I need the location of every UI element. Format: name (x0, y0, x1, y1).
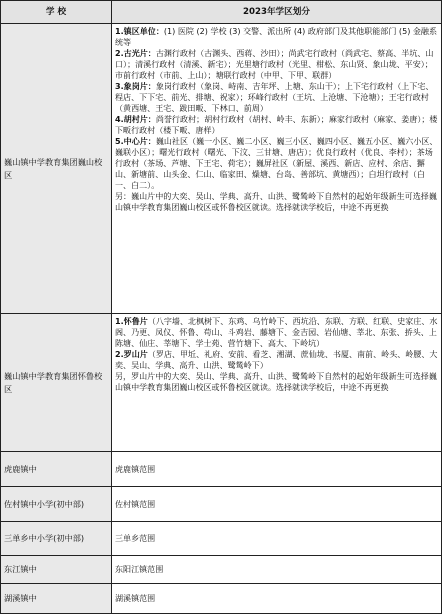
district-paragraph: 1.镇区单位：(1) 医院 (2) 学校 (3) 交警、派出所 (4) 政府部门及其他职能部门 (5) 金融系统等 (115, 27, 438, 47)
district-note: 另，罗山片中的大奕、吴山、学典、高升、山洪、鹭鸶岭下自然村的起始年级新生可选择巍山镇中学教育集团巍山校区或怀鲁校区就读。选择就读学校后，中途不再更换 (115, 372, 437, 392)
district-cell: 湖溪镇范围 (112, 584, 442, 614)
school-cell: 湖溪镇中 (1, 584, 112, 614)
table-row (1, 24, 442, 314)
school-cell: 虎鹿镇中 (1, 452, 112, 487)
school-cell: 东江镇中 (1, 556, 112, 584)
district-paragraph: 5.中心片：巍山社区（巍一小区、巍二小区、巍三小区、巍四小区、巍五小区、巍六小区、巍联小区）；曙光行政村（曙光、下汶、三甘塘、唐店）；优良行政村（优良、李村）；茶场行政村（茶场、芦塘、下王宅、荷宅）；巍屏社区（新屋、溪西、新店、应村、余店、獬山、新塘前、山头金、仁山、临家田、燥塘、台岛、善部坑、黄塘西）；白坦行政村（白一、白二）。 (115, 137, 438, 190)
table-row (1, 487, 442, 522)
table-row (1, 452, 442, 487)
table-row (1, 556, 442, 584)
header-school: 学 校 (1, 1, 112, 24)
district-cell: 东阳江镇范围 (112, 556, 442, 584)
school-cell: 三单乡中小学(初中部) (1, 522, 112, 556)
school-cell: 巍山镇中学教育集团怀鲁校区 (1, 314, 112, 452)
district-paragraph: 2.罗山片（罗店、甲坵、礼府、安前、看芝、湘湖、蔗仙垅、书厦、南前、岭头、岭腰、大奕、吴山、学典、高升、山洪、鹭鸶岭下） (115, 350, 438, 370)
table-header-row (1, 1, 442, 24)
district-paragraph: 2.古光片：古渊行政村（古渊头、西蒋、沙田）；尚武宅行政村（尚武宅、蔡高、半坑、山口）；清溪行政村（清溪、新宅）；光里塘行政村（光里、柑松、东山贤、象山垅、平安）；市前行政村（市前、上山）；塘联行政村（中甲、下甲、联群） (115, 49, 434, 80)
table-row (1, 522, 442, 556)
district-cell: 三单乡范围 (112, 522, 442, 556)
district-cell (112, 24, 442, 314)
school-cell: 巍山镇中学教育集团巍山校区 (1, 24, 112, 314)
header-district: 2023年学区划分 (112, 1, 442, 24)
district-paragraph: 1.怀鲁片（八字墙、北枫树下、东鸡、乌竹岭下、西坑沿、东联、方联、红联、史家庄、水阁、乃更、凤仪、怀鲁、苟山、斗鸡岩、藤塘下、金吉园、岩仙塘、莘北、东张、挢头、上陈塘、仙庄、莘塘下、学士苑、营竹塘下、高大、下岭坑） (115, 317, 438, 348)
table-row (1, 584, 442, 614)
district-cell: 佐村镇范围 (112, 487, 442, 522)
district-paragraph: 4.胡村片：尚誉行政村；胡村行政村（胡村、岭丰、东新）；麻家行政村（麻家、姜唐）；楼下畈行政村（楼下畈、唐样） (115, 115, 438, 135)
table-row (1, 314, 442, 452)
district-note: 另：巍山片中的大奕、吴山、学典、高升、山洪、鹭鸶岭下自然村的起始年级新生可选择巍山镇中学教育集团巍山校区或怀鲁校区就读。选择就读学校后，中途不再更换 (115, 192, 437, 212)
district-cell (112, 314, 442, 452)
school-cell: 佐村镇中小学(初中部) (1, 487, 112, 522)
district-cell: 虎鹿镇范围 (112, 452, 442, 487)
district-paragraph: 3.象岗片：象岗行政村（象岗、峙南、吉年坪、上塘、东山干）；上下宅行政村（上下宅、程店、下下宅、前光、排塘、祝家）；环峰行政村（王坑、上沧塘、下沧塘）；王宅行政村（黄西塘、王宅、跋田畈、下林口、前周） (115, 82, 434, 113)
